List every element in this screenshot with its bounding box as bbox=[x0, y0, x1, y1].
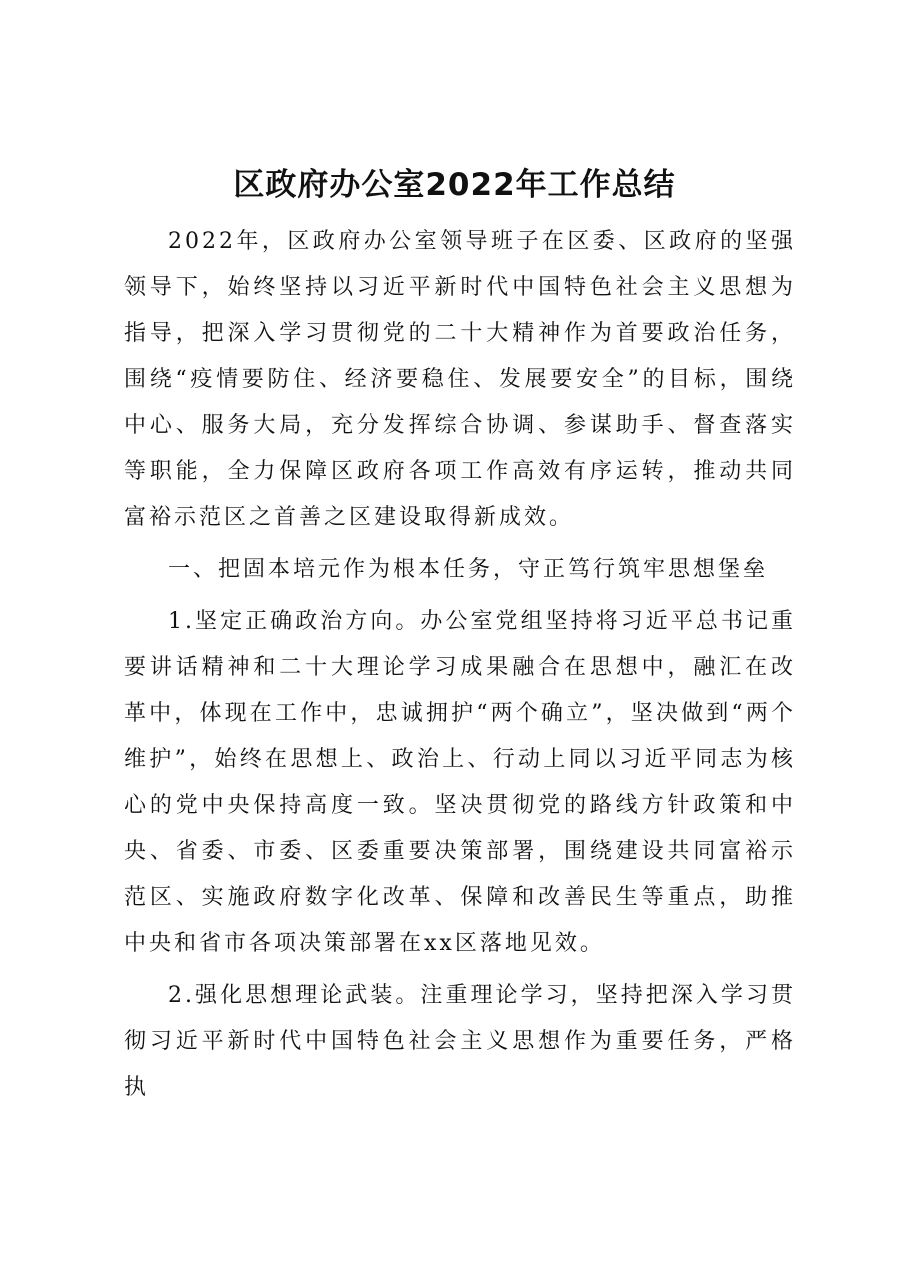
document-body bbox=[124, 219, 796, 1111]
paragraph-item-1: 1.坚定正确政治方向。办公室党组坚持将习近平总书记重要讲话精神和二十大理论学习成果融合在思想中，融汇在改革中，体现在工作中，忠诚拥护“两个确立”，坚决做到“两个维护”，始终在思想上、政治上、行动上同以习近平同志为核心的党中央保持高度一致。坚决贯彻党的路线方针政策和中央、省委、市委、区委重要决策部署，围绕建设共同富裕示范区、实施政府数字化改革、保障和改善民生等重点，助推中央和省市各项决策部署在xx区落地见效。 bbox=[124, 609, 796, 956]
section-heading-1: 一、把固本培元作为根本任务，守正笃行筑牢思想堡垒 bbox=[168, 557, 769, 582]
paragraph-intro: 2022年，区政府办公室领导班子在区委、区政府的坚强领导下，始终坚持以习近平新时代中国特色社会主义思想为指导，把深入学习贯彻党的二十大精神作为首要政治任务，围绕“疫情要防住、经济要稳住、发展要安全”的目标，围绕中心、服务大局，充分发挥综合协调、参谋助手、督查落实等职能，全力保障区政府各项工作高效有序运转，推动共同富裕示范区之首善之区建设取得新成效。 bbox=[124, 229, 796, 530]
paragraph-item-2: 2.强化思想理论武装。注重理论学习，坚持把深入学习贯彻习近平新时代中国特色社会主义思想作为重要任务，严格执 bbox=[124, 983, 796, 1100]
document-title: 区政府办公室2022年工作总结 bbox=[233, 167, 676, 203]
